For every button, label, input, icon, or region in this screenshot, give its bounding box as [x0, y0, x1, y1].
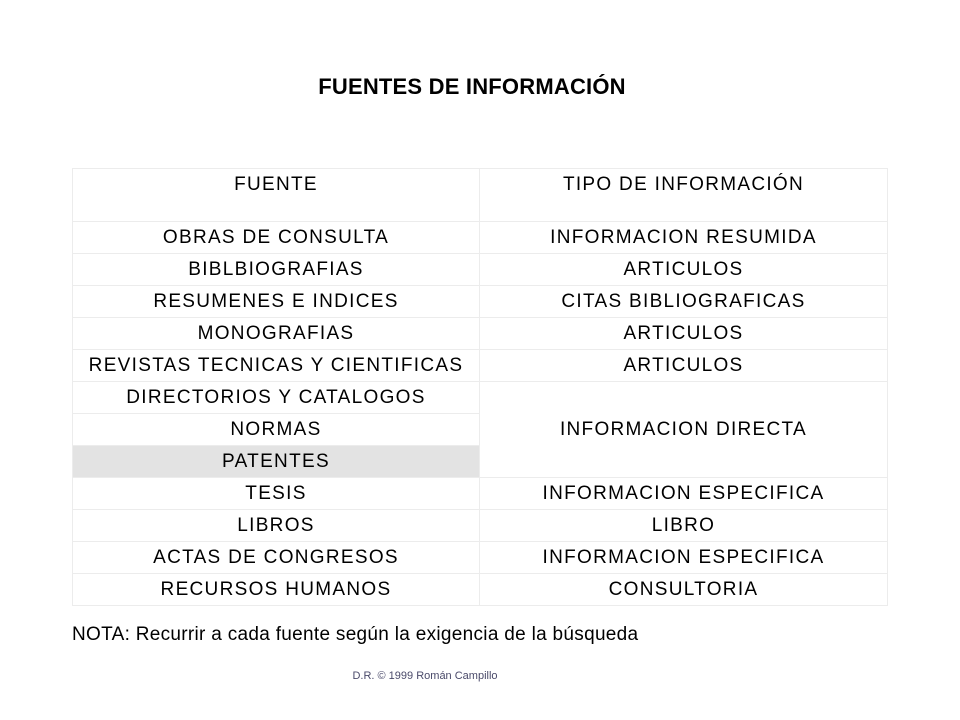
- copyright-text: D.R. © 1999 Román Campillo: [352, 670, 498, 682]
- table-row: [73, 510, 888, 542]
- header-info-type: TIPO DE INFORMACIÓN: [480, 169, 888, 222]
- table-header-row: [73, 169, 888, 222]
- header-source: FUENTE: [73, 169, 480, 222]
- source-cell: DIRECTORIOS Y CATALOGOS: [73, 382, 480, 414]
- info-type-cell: CITAS BIBLIOGRAFICAS: [480, 286, 888, 318]
- table-row: [73, 254, 888, 286]
- source-cell: OBRAS DE CONSULTA: [73, 222, 480, 254]
- info-type-cell: INFORMACION ESPECIFICA: [480, 542, 888, 574]
- source-cell: MONOGRAFIAS: [73, 318, 480, 350]
- info-type-cell: ARTICULOS: [480, 350, 888, 382]
- note-text: NOTA: Recurrir a cada fuente según la exigencia de la búsqueda: [72, 624, 639, 645]
- table-row: [73, 382, 888, 414]
- table-row: [73, 478, 888, 510]
- table-row: [73, 350, 888, 382]
- table-row: [73, 286, 888, 318]
- source-cell: LIBROS: [73, 510, 480, 542]
- info-type-cell: ARTICULOS: [480, 318, 888, 350]
- source-cell-highlighted: PATENTES: [73, 446, 480, 478]
- source-cell: BIBLBIOGRAFIAS: [73, 254, 480, 286]
- source-cell: ACTAS DE CONGRESOS: [73, 542, 480, 574]
- source-cell: REVISTAS TECNICAS Y CIENTIFICAS: [73, 350, 480, 382]
- table-row: [73, 222, 888, 254]
- page-title: FUENTES DE INFORMACIÓN: [318, 74, 626, 99]
- info-type-cell: INFORMACION ESPECIFICA: [480, 478, 888, 510]
- source-cell: RESUMENES E INDICES: [73, 286, 480, 318]
- source-cell: RECURSOS HUMANOS: [73, 574, 480, 606]
- info-type-cell: LIBRO: [480, 510, 888, 542]
- sources-table: [72, 168, 888, 606]
- table-row: [73, 574, 888, 606]
- table-row: [73, 318, 888, 350]
- source-cell: NORMAS: [73, 414, 480, 446]
- info-type-cell: CONSULTORIA: [480, 574, 888, 606]
- info-type-cell-merged: INFORMACION DIRECTA: [480, 382, 888, 478]
- source-cell: TESIS: [73, 478, 480, 510]
- info-type-cell: ARTICULOS: [480, 254, 888, 286]
- table-row: [73, 542, 888, 574]
- info-type-cell: INFORMACION RESUMIDA: [480, 222, 888, 254]
